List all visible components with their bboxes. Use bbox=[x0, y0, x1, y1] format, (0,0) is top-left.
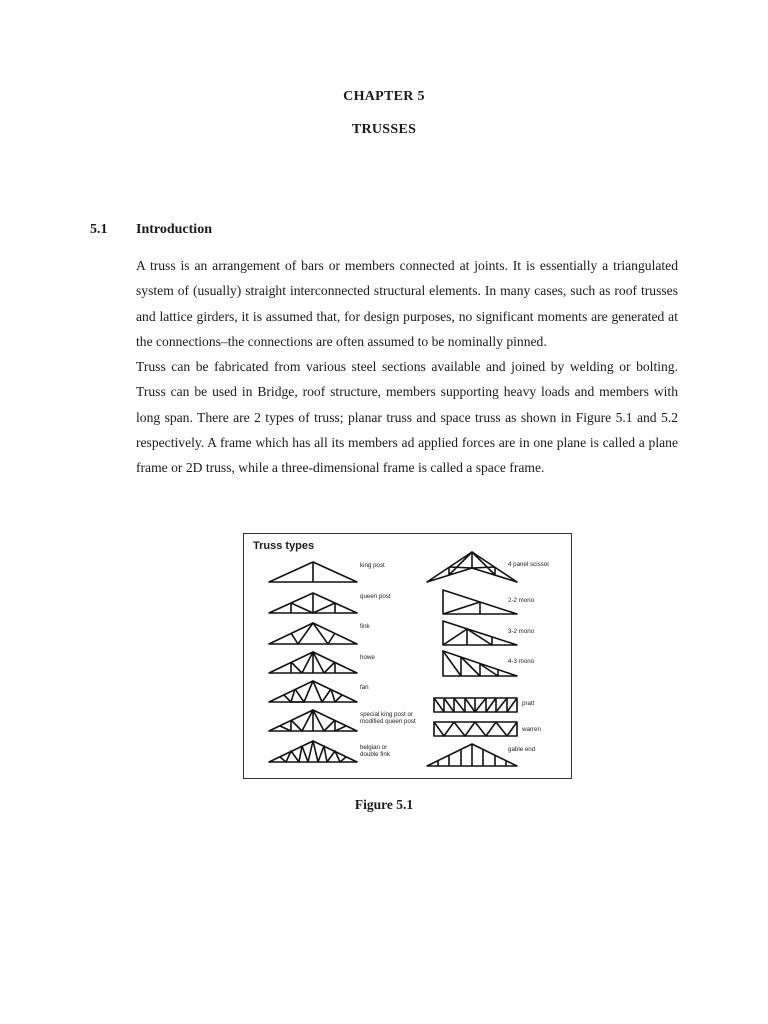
label-pratt: pratt bbox=[522, 700, 535, 707]
label-mono-2-2: 2-2 mono bbox=[508, 597, 535, 604]
warren-truss bbox=[434, 722, 517, 736]
fan-truss bbox=[269, 681, 357, 702]
chapter-title: TRUSSES bbox=[351, 122, 417, 137]
label-special-king-post: special king post or modified queen post bbox=[360, 711, 416, 725]
gable-end-truss bbox=[427, 744, 517, 766]
label-howe: howe bbox=[360, 654, 375, 661]
mono-2-2-truss bbox=[443, 590, 517, 614]
label-scissor: 4 panel scissor bbox=[508, 561, 550, 568]
mono-3-2-truss bbox=[443, 621, 517, 645]
label-fan: fan bbox=[360, 684, 369, 691]
label-mono-3-2: 3-2 mono bbox=[508, 628, 535, 635]
belgian-truss bbox=[269, 741, 357, 762]
label-king-post: king post bbox=[360, 562, 385, 569]
truss-diagrams bbox=[244, 534, 571, 778]
special-king-post-truss bbox=[269, 710, 357, 731]
label-queen-post: queen post bbox=[360, 593, 391, 600]
label-belgian: belgian or double fink bbox=[360, 744, 390, 758]
chapter-number: CHAPTER 5 bbox=[343, 89, 425, 104]
howe-truss bbox=[269, 652, 357, 673]
fink-truss bbox=[269, 623, 357, 644]
truss-types-figure bbox=[243, 533, 572, 779]
section-number: 5.1 bbox=[90, 222, 108, 237]
label-gable-end: gable end bbox=[508, 746, 536, 753]
queen-post-truss bbox=[269, 593, 357, 613]
scissor-truss bbox=[427, 552, 517, 582]
pratt-truss bbox=[434, 698, 517, 712]
body-text bbox=[136, 253, 678, 481]
king-post-truss bbox=[269, 562, 357, 582]
figure-caption: Figure 5.1 bbox=[354, 797, 414, 812]
figure-heading: Truss types bbox=[253, 540, 315, 552]
label-warren: warren bbox=[522, 726, 541, 733]
section-title: Introduction bbox=[136, 222, 212, 237]
mono-4-3-truss bbox=[443, 651, 517, 676]
paragraph-1: A truss is an arrangement of bars or members connected at joints. It is essentially a triangulated system of (usually) straight interconnected structural elements. In many cases, such as roof trusses and lattice girders, it is assumed that, for design purposes, no significant moments are generated at the connections–the connections are often assumed to be nominally pinned. bbox=[136, 258, 678, 349]
label-mono-4-3: 4-3 mono bbox=[508, 658, 535, 665]
label-fink: fink bbox=[360, 623, 370, 630]
paragraph-2: Truss can be fabricated from various steel sections available and joined by welding or bolting. Truss can be used in Bridge, roof structure, members supporting heavy loads and members with long span. There are 2 types of truss; planar truss and space truss as shown in Figure 5.1 and 5.2 respectively. A frame which has all its members ad applied forces are in one plane is called a plane frame or 2D truss, while a three-dimensional frame is called a space frame. bbox=[136, 359, 678, 476]
